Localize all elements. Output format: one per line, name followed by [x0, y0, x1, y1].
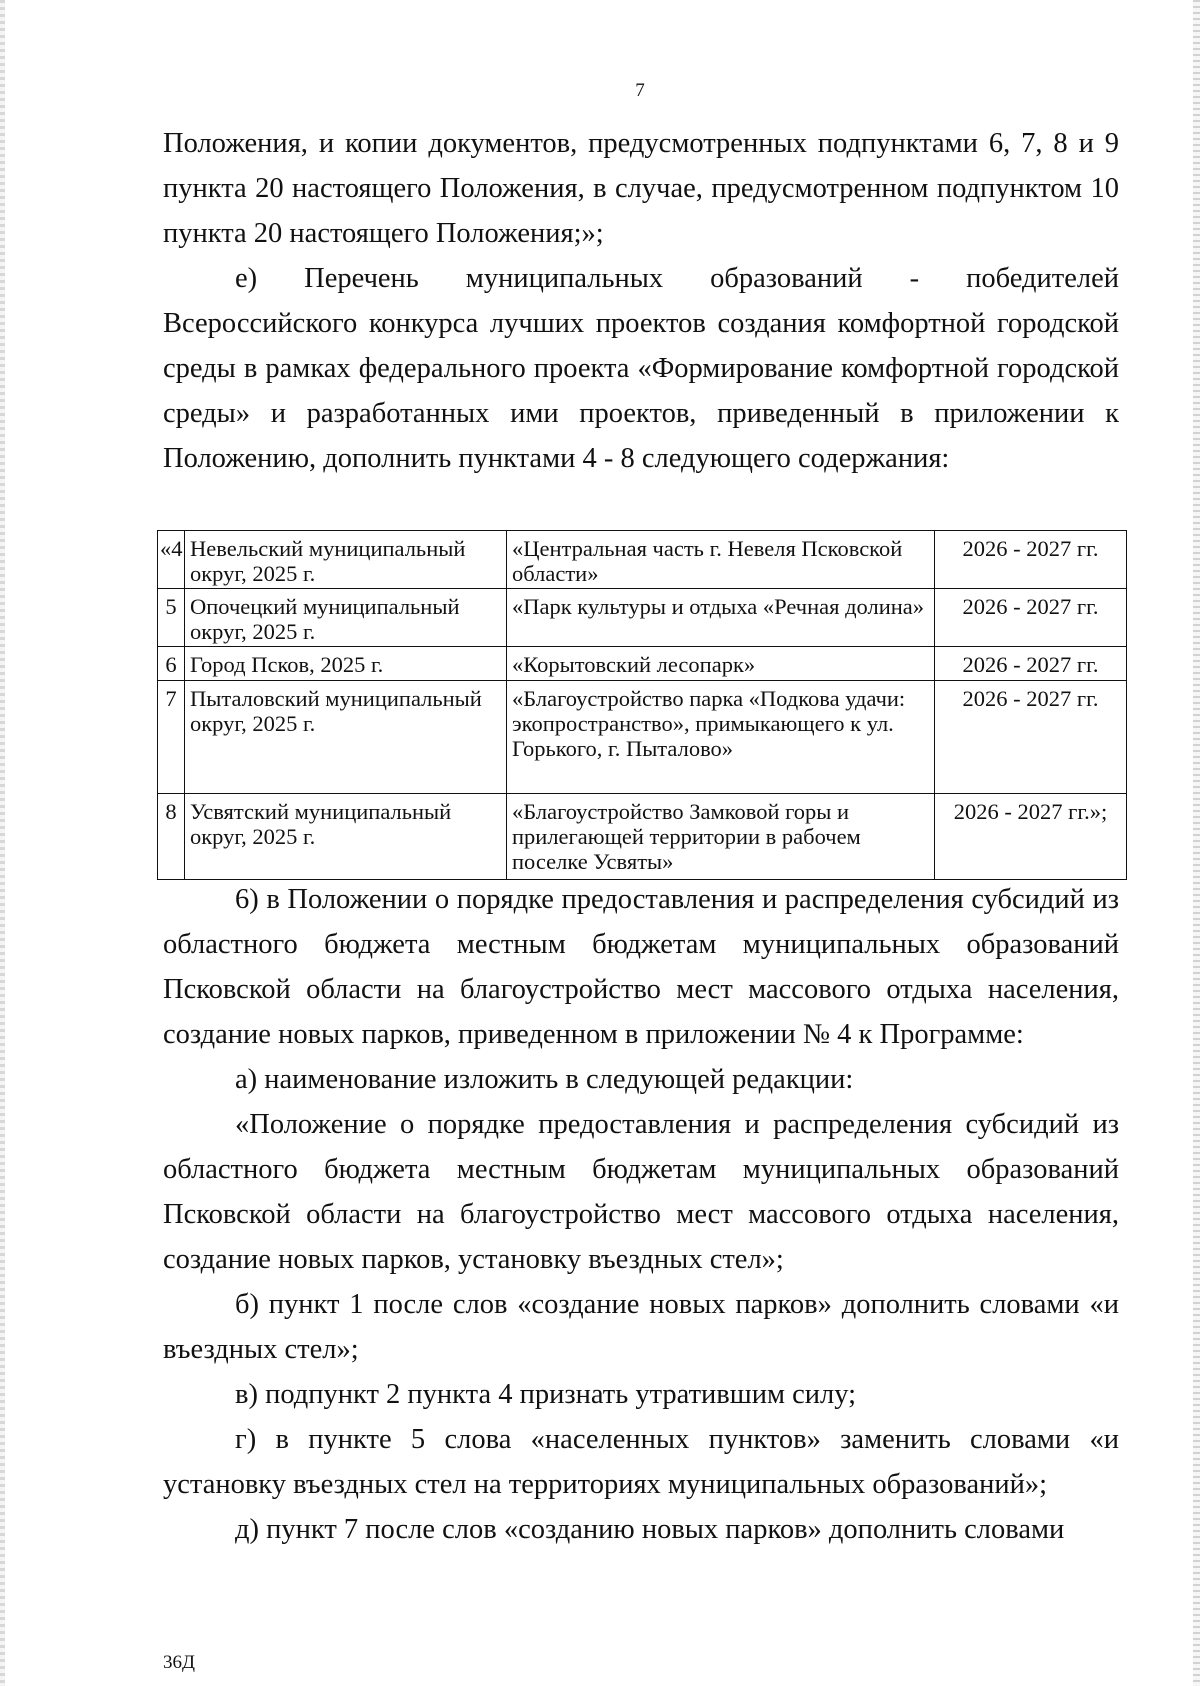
document-code: 36Д — [163, 1652, 195, 1673]
table-row — [158, 681, 1127, 794]
project-cell: «Корытовский лесопарк» — [507, 647, 935, 681]
municipality-cell: Пыталовский муниципальный округ, 2025 г. — [185, 681, 507, 794]
period-cell: 2026 - 2027 гг. — [935, 589, 1127, 647]
row-number: 7 — [158, 681, 185, 794]
period-cell: 2026 - 2027 гг.»; — [935, 794, 1127, 880]
table-row — [158, 589, 1127, 647]
row-number: 8 — [158, 794, 185, 880]
project-cell: «Благоустройство парка «Подкова удачи: экопространство», примыкающего к ул. Горького, г. Пыталово» — [507, 681, 935, 794]
paragraph: в) подпункт 2 пункта 4 признать утратившим силу; — [235, 1379, 857, 1410]
table-row — [158, 794, 1127, 880]
paragraph: б) пункт 1 после слов «создание новых парков» дополнить словами «и въездных стел»; — [163, 1289, 1119, 1365]
paragraph: е) Перечень муниципальных образований - победителей Всероссийского конкурса лучших проектов создания комфортной городской среды в рамках федерального проекта «Формирование комфортной городской среды» и разработанных ими проектов, приведенный в приложении к Положению, дополнить пунктами 4 - 8 следующего содержания: — [163, 263, 1119, 474]
paragraph: Положения, и копии документов, предусмотренных подпунктами 6, 7, 8 и 9 пункта 20 настоящего Положения, в случае, предусмотренном подпунктом 10 пункта 20 настоящего Положения;»; — [163, 128, 1119, 249]
paragraph: д) пункт 7 после слов «созданию новых парков» дополнить словами — [235, 1514, 1065, 1545]
period-cell: 2026 - 2027 гг. — [935, 647, 1127, 681]
table-row — [158, 531, 1127, 589]
scan-edge-left — [0, 0, 5, 1686]
page-number: 7 — [635, 80, 645, 101]
municipality-cell: Опочецкий муниципальный округ, 2025 г. — [185, 589, 507, 647]
municipality-cell: Усвятский муниципальный округ, 2025 г. — [185, 794, 507, 880]
municipality-cell: Невельский муниципальный округ, 2025 г. — [185, 531, 507, 589]
paragraph: 6) в Положении о порядке предоставления и распределения субсидий из областного бюджета местным бюджетам муниципальных образований Псковской области на благоустройство мест массового отдыха населения, создание новых парков, приведенном в приложении № 4 к Программе: — [163, 884, 1119, 1050]
winners-table — [157, 530, 1127, 880]
municipality-cell: Город Псков, 2025 г. — [185, 647, 507, 681]
paragraph: а) наименование изложить в следующей редакции: — [235, 1064, 854, 1095]
period-cell: 2026 - 2027 гг. — [935, 681, 1127, 794]
text-block-after-table — [163, 877, 1119, 1552]
project-cell: «Центральная часть г. Невеля Псковской области» — [507, 531, 935, 589]
paragraph: г) в пункте 5 слова «населенных пунктов» заменить словами «и установку въездных стел на территориях муниципальных образований»; — [163, 1424, 1119, 1500]
table-row — [158, 647, 1127, 681]
period-cell: 2026 - 2027 гг. — [935, 531, 1127, 589]
row-number: 6 — [158, 647, 185, 681]
project-cell: «Парк культуры и отдыха «Речная долина» — [507, 589, 935, 647]
row-number: «4 — [158, 531, 185, 589]
paragraph: «Положение о порядке предоставления и распределения субсидий из областного бюджета местным бюджетам муниципальных образований Псковской области на благоустройство мест массового отдыха населения, создание новых парков, установку въездных стел»; — [163, 1109, 1119, 1275]
text-block-before-table — [163, 121, 1119, 481]
row-number: 5 — [158, 589, 185, 647]
scan-edge-right — [1193, 0, 1200, 1686]
project-cell: «Благоустройство Замковой горы и прилегающей территории в рабочем поселке Усвяты» — [507, 794, 935, 880]
